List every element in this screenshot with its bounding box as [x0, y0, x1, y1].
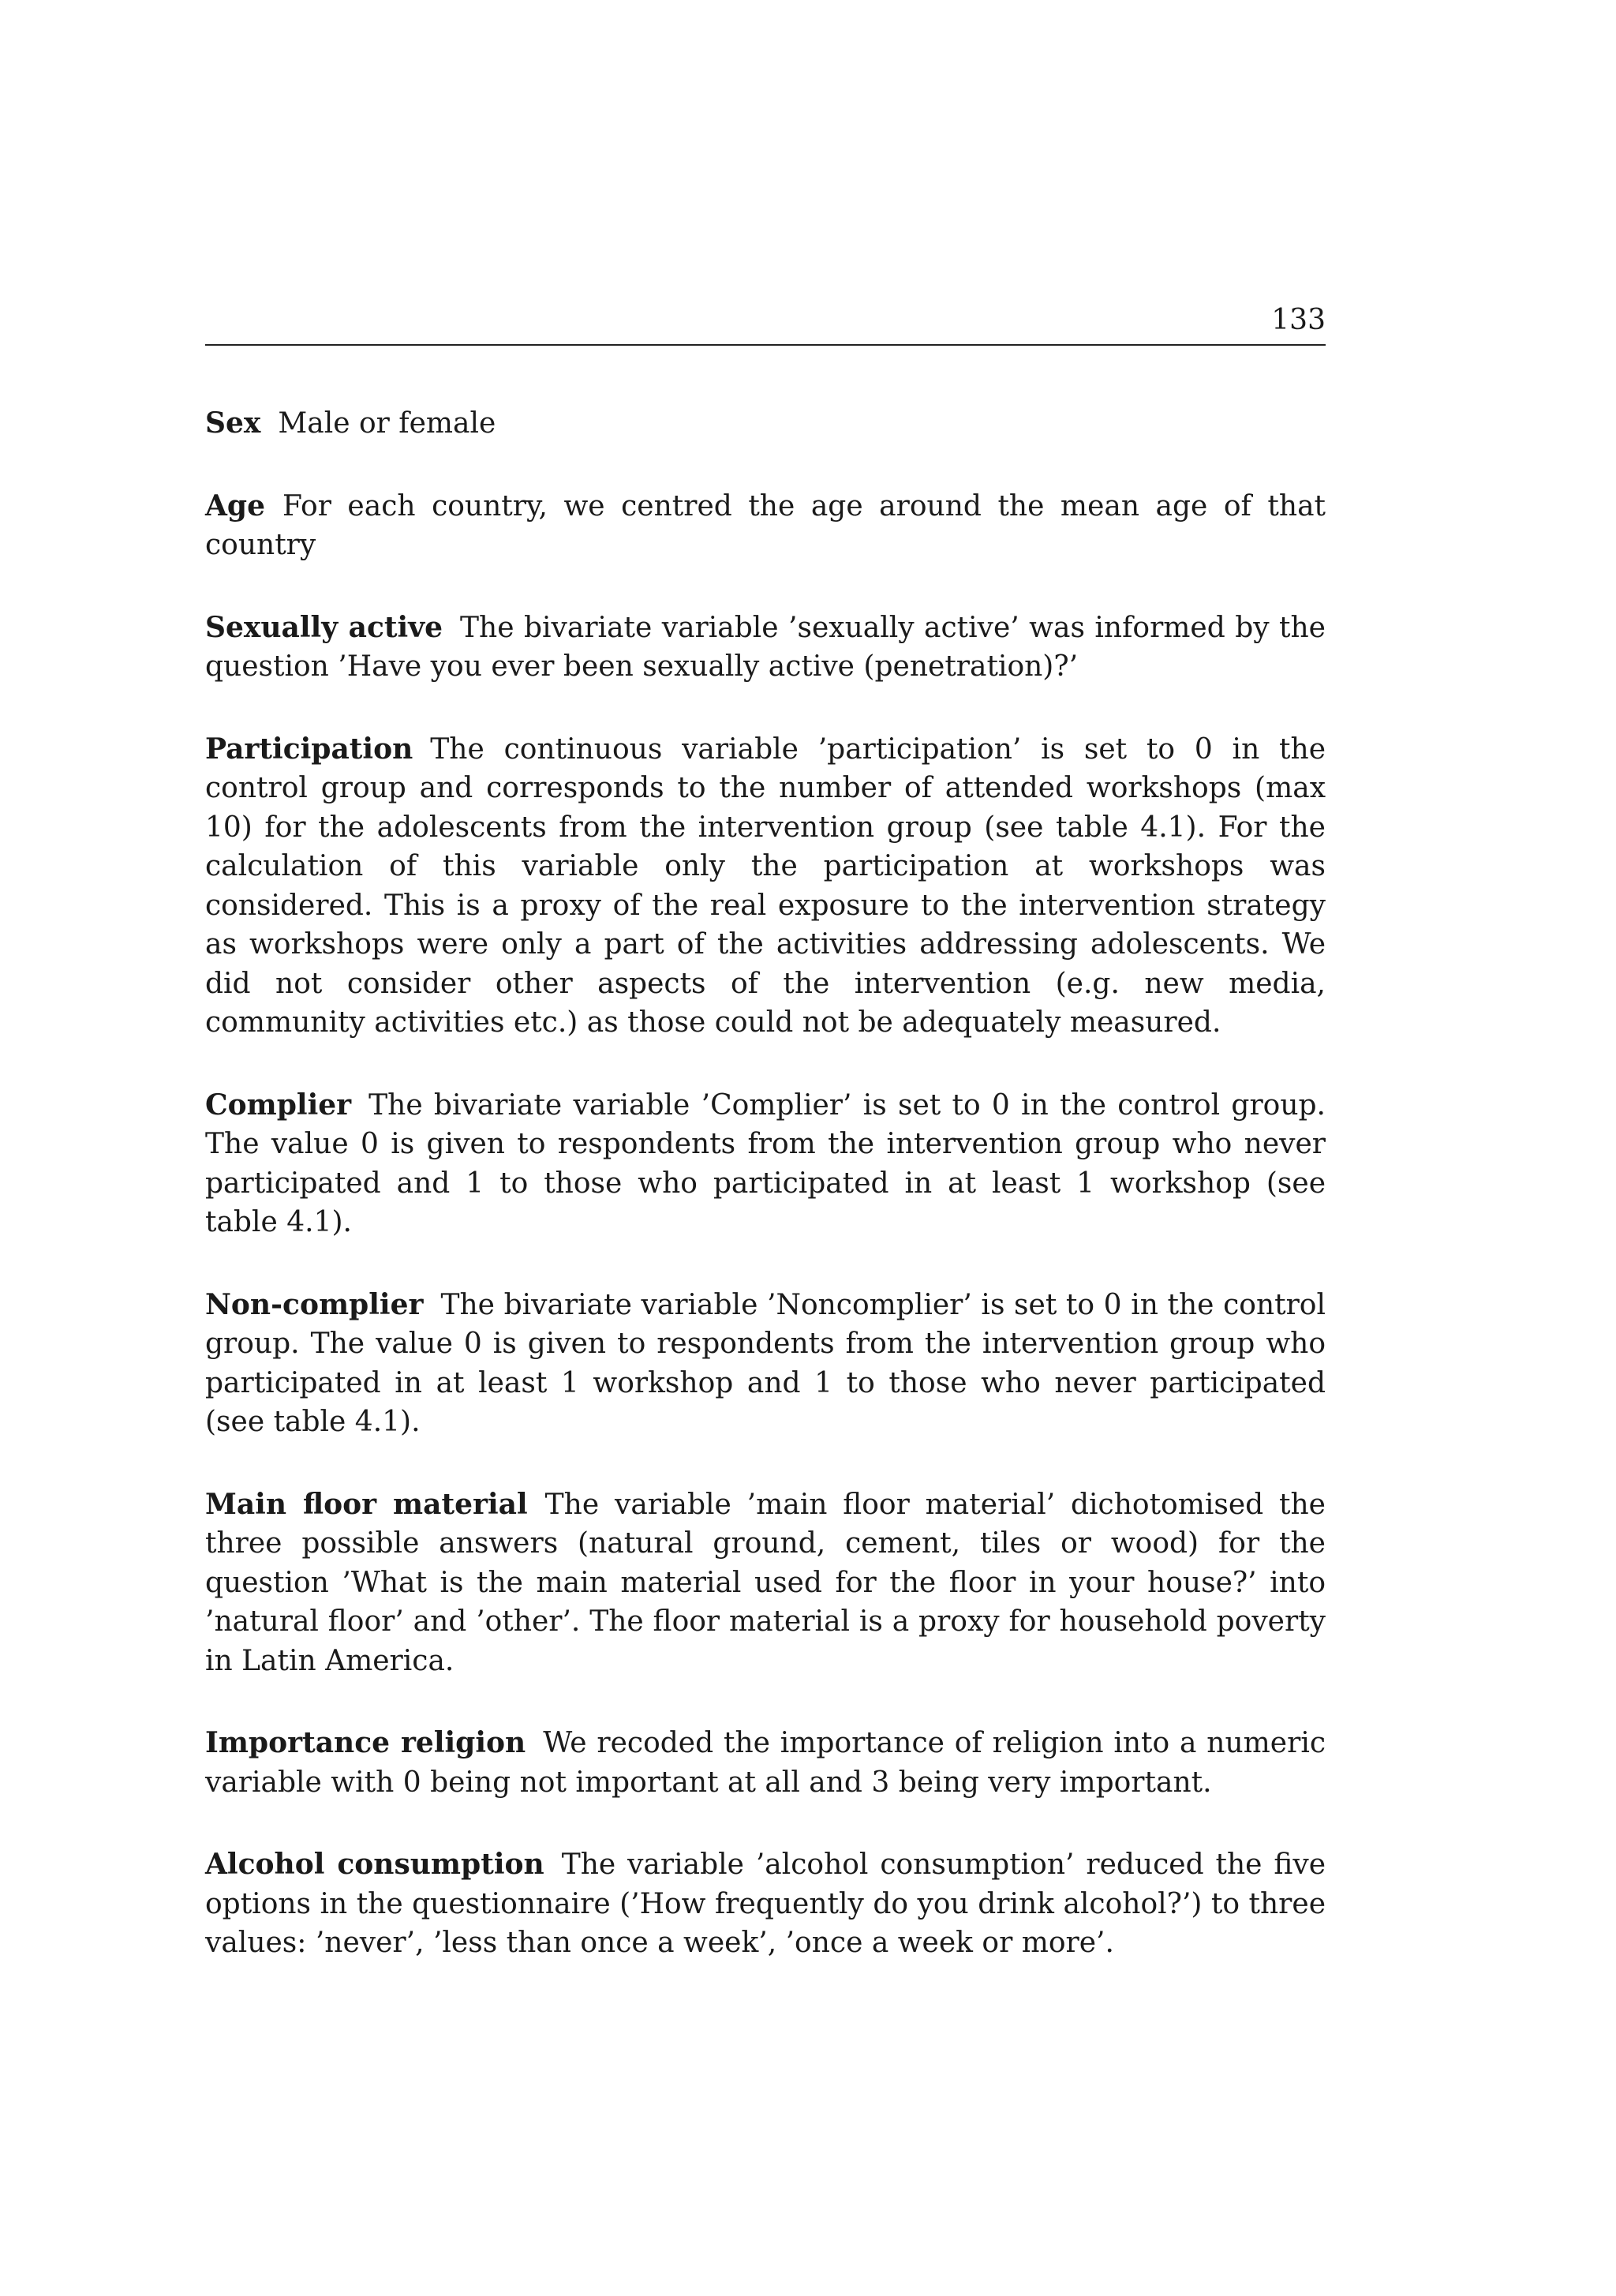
definition-list — [205, 404, 1326, 2006]
definition-non-complier: The bivariate variable ’Noncomplier’ is set to 0 in the control group. The value 0 is given to respondents from the intervention group who participated in at least 1 workshop and 1 to those who never participated (see table 4.1). — [205, 1288, 1326, 1438]
term-main-floor-material: Main floor material — [205, 1487, 528, 1521]
term-sexually-active: Sexually active — [205, 610, 443, 644]
definition-age: For each country, we centred the age around the mean age of that country — [205, 489, 1326, 561]
entry-sex — [205, 404, 1326, 444]
entry-importance-religion — [205, 1724, 1326, 1802]
term-non-complier: Non-complier — [205, 1287, 424, 1321]
header-rule — [205, 344, 1326, 346]
document-page — [205, 0, 1326, 2296]
entry-main-floor-material — [205, 1485, 1326, 1681]
term-alcohol-consumption: Alcohol consumption — [205, 1848, 544, 1881]
definition-importance-religion: We recoded the importance of religion into a numeric variable with 0 being not important at all and 3 being very important. — [205, 1727, 1326, 1799]
entry-alcohol-consumption — [205, 1845, 1326, 1963]
term-sex: Sex — [205, 406, 261, 440]
term-importance-religion: Importance religion — [205, 1726, 526, 1759]
term-participation: Participation — [205, 732, 413, 766]
definition-sexually-active: The bivariate variable ’sexually active’ was informed by the question ’Have you ever been sexually active (penetration)?’ — [205, 611, 1326, 683]
definition-main-floor-material: The variable ’main floor material’ dichotomised the three possible answers (natural ground, cement, tiles or wood) for the question ’What is the main material used for the floor in your house?’ into ’natural floor’ and ’other’. The floor material is a proxy for household poverty in Latin America. — [205, 1488, 1326, 1677]
definition-sex: Male or female — [278, 407, 496, 440]
entry-sexually-active — [205, 609, 1326, 687]
term-complier: Complier — [205, 1088, 352, 1122]
entry-age — [205, 487, 1326, 565]
definition-participation: The continuous variable ’participation’ is set to 0 in the control group and corresponds to the number of attended workshops (max 10) for the adolescents from the intervention group (see table 4.1). For the calculation of this variable only the participation at workshops was considered. This is a proxy of the real exposure to the intervention strategy as workshops were only a part of the activities addressing adolescents. We did not consider other aspects of the intervention (e.g. new media, community activities etc.) as those could not be adequately measured. — [205, 732, 1326, 1039]
entry-participation — [205, 730, 1326, 1043]
entry-non-complier — [205, 1286, 1326, 1442]
term-age: Age — [205, 489, 266, 522]
definition-complier: The bivariate variable ’Complier’ is set to 0 in the control group. The value 0 is given to respondents from the intervention group who never participated and 1 to those who participated in at least 1 workshop (see table 4.1). — [205, 1088, 1326, 1238]
entry-complier — [205, 1086, 1326, 1242]
page-number: 133 — [1271, 304, 1326, 336]
definition-alcohol-consumption: The variable ’alcohol consumption’ reduced the five options in the questionnaire (’How frequently do you drink alcohol?’) to three values: ’never’, ’less than once a week’, ’once a week or more’. — [205, 1848, 1326, 1959]
